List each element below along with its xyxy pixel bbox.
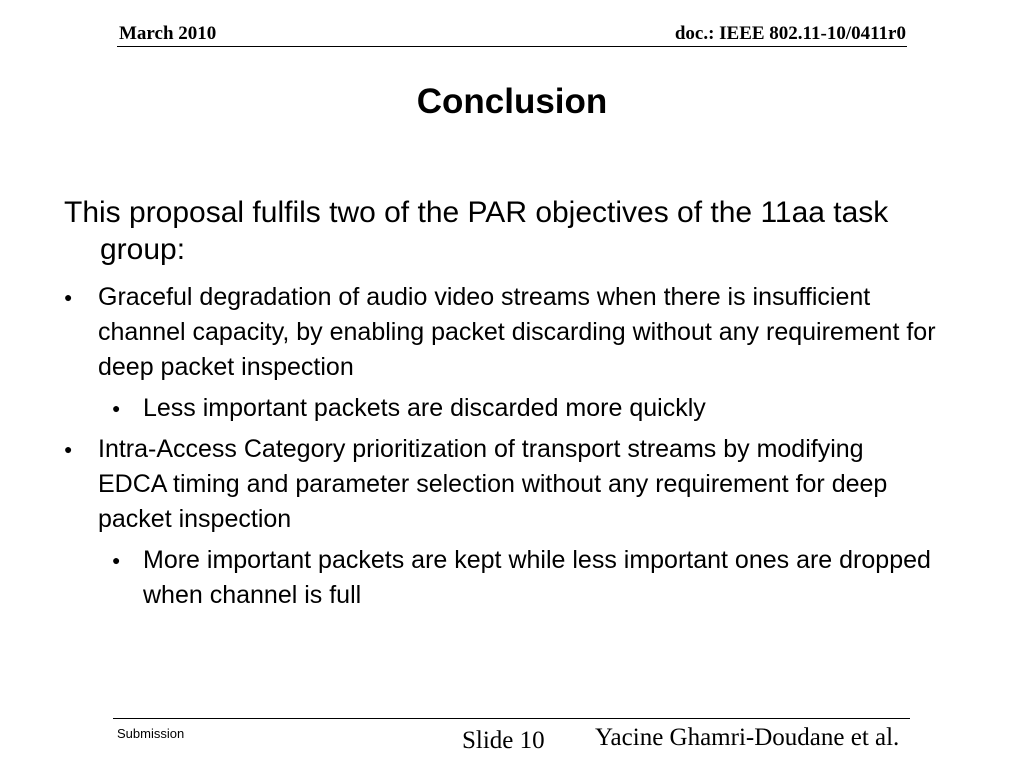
intro-paragraph: This proposal fulfils two of the PAR objectives of the 11aa task group:: [64, 196, 889, 266]
bullet-text: Graceful degradation of audio video streams when there is insufficient channel capacity, by enabling packet discarding without any requirement for deep packet inspection: [98, 283, 936, 381]
header-date: March 2010: [119, 23, 217, 44]
sub-bullet-text: More important packets are kept while less important ones are dropped when channel is full: [143, 546, 931, 609]
footer-submission: Submission: [117, 726, 185, 741]
bullet-item: [64, 280, 938, 385]
bullet-icon: ●: [112, 552, 121, 568]
header-doc-id: doc.: IEEE 802.11-10/0411r0: [674, 23, 906, 44]
bullet-icon: ●: [112, 400, 121, 416]
footer-author: Yacine Ghamri-Doudane et al.: [595, 724, 900, 751]
sub-bullet-text: Less important packets are discarded more quickly: [143, 394, 706, 422]
footer-divider: [113, 718, 910, 719]
header-divider: [117, 46, 907, 47]
bullet-icon: ●: [64, 289, 73, 305]
bullet-item: [64, 432, 938, 537]
sub-bullet-item: [64, 391, 953, 426]
bullet-icon: ●: [64, 441, 73, 457]
slide-number: Slide 10: [462, 727, 545, 754]
slide-body: [64, 194, 964, 619]
sub-bullet-item: [64, 543, 953, 613]
slide-title: Conclusion: [416, 82, 608, 121]
bullet-text: Intra-Access Category prioritization of transport streams by modifying EDCA timing and parameter selection without any requirement for deep packet inspection: [98, 435, 888, 533]
